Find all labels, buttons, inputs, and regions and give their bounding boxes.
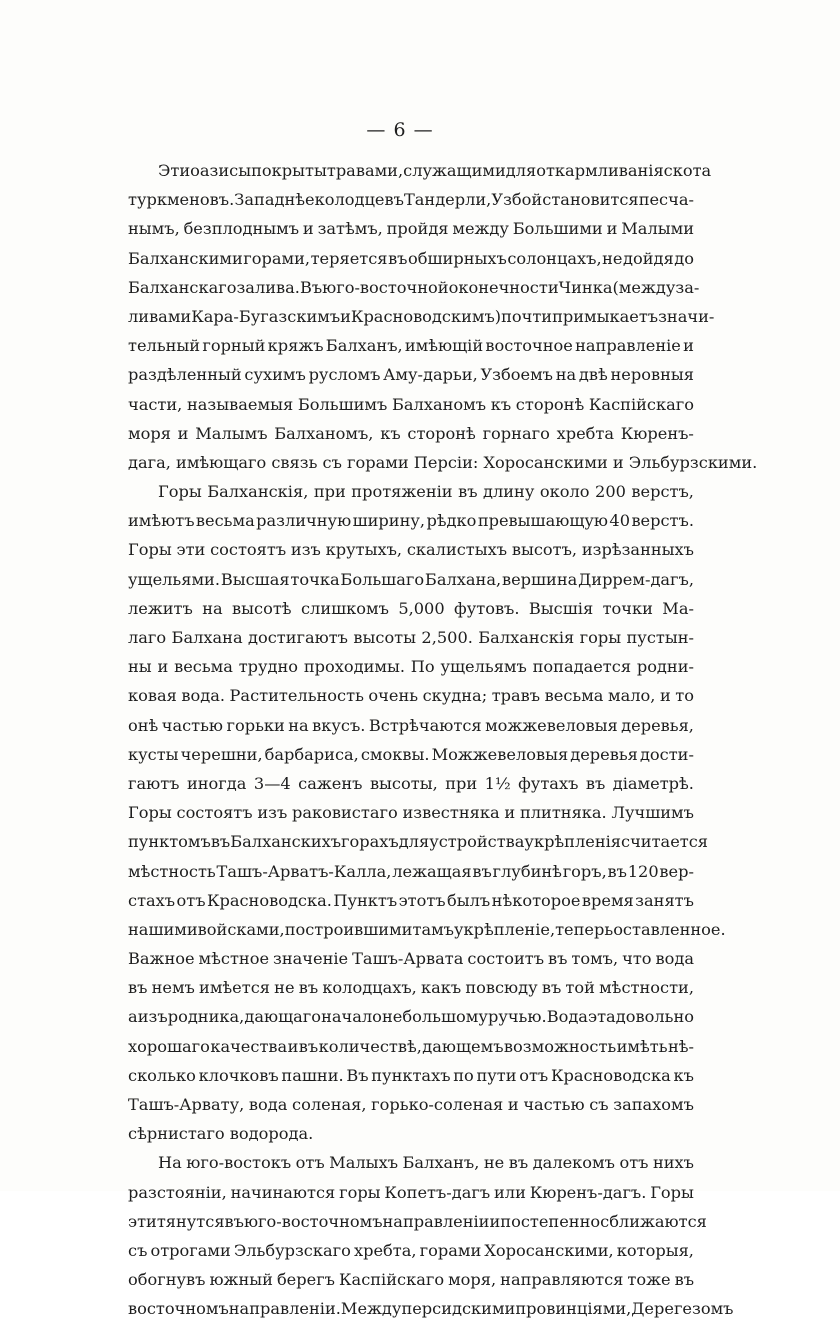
text-line: хорошаго качества и въ количествѣ, дающемъ возможность имѣть нѣ- xyxy=(128,1036,694,1056)
text-line: восточномъ направленіи. Между персидскими провинціями, Дерегезомъ xyxy=(128,1299,734,1319)
text-line: Горы состоятъ изъ раковистаго известняка и плитняка. Лучшимъ xyxy=(128,803,694,823)
text-line: раздѣленный сухимъ русломъ Аму-дарьи, Узбоемъ на двѣ неровныя xyxy=(128,365,694,385)
text-line: лежитъ на высотѣ слишкомъ 5,000 футовъ. Высшія точки Ма- xyxy=(128,598,694,618)
text-line: онѣ частью горьки на вкусъ. Встрѣчаются можжевеловыя деревья, xyxy=(128,715,694,735)
text-line: нашими войсками, построившими тамъ укрѣпленіе, теперь оставленное. xyxy=(128,919,726,939)
text-line: Ташъ-Арвату, вода соленая, горько-соленая и частью съ запахомъ xyxy=(128,1095,694,1114)
text-line: Балханскаго залива. Въ юго-восточной оконечности Чинка (между за- xyxy=(128,277,700,297)
text-line: съ отрогами Эльбурзскаго хребта, горами Хоросанскими, которыя, xyxy=(128,1240,694,1260)
text-line: дага, имѣющаго связь съ горами Персіи: Хоросанскими и Эльбурзскими. xyxy=(128,452,758,472)
text-line: нымъ, безплоднымъ и затѣмъ, пройдя между Большими и Малыми xyxy=(128,219,694,239)
text-line: На юго-востокъ отъ Малыхъ Балханъ, не въ далекомъ отъ нихъ xyxy=(158,1153,694,1173)
text-line: туркменовъ. Западнѣе колодцевъ Тандерли, Узбой становится песча- xyxy=(128,190,694,210)
text-line: части, называемыя Большимъ Балханомъ къ сторонѣ Каспійскаго xyxy=(128,394,694,414)
text-line: эти тянутся въ юго-восточномъ направленіи и постепенно сближаются xyxy=(128,1211,707,1231)
text-line: Горы Балханскія, при протяженіи въ длину около 200 верстъ, xyxy=(158,482,694,502)
text-line: а изъ родника, дающаго начало небольшому ручью. Вода эта довольно xyxy=(128,1007,694,1027)
text-line: гаютъ иногда 3—4 саженъ высоты, при 1½ футахъ въ діаметрѣ. xyxy=(128,773,694,793)
text-line: разстояніи, начинаются горы Копетъ-дагъ или Кюренъ-дагъ. Горы xyxy=(128,1182,694,1202)
text-line: ущельями. Высшая точка Большаго Балхана, вершина Диррем-дагъ, xyxy=(128,569,694,589)
text-line: стахъ отъ Красноводска. Пунктъ этотъ былъ нѣкоторое время занятъ xyxy=(128,890,694,910)
text-line: сѣрнистаго водорода. xyxy=(128,1124,314,1144)
text-line: обогнувъ южный берегъ Каспійскаго моря, направляются тоже въ xyxy=(128,1270,694,1290)
body-text xyxy=(128,156,758,1324)
text-line: кусты черешни, барбариса, смоквы. Можжевеловыя деревья дости- xyxy=(128,744,694,764)
text-line: Горы эти состоятъ изъ крутыхъ, скалистыхъ высотъ, изрѣзанныхъ xyxy=(128,540,694,560)
text-line: сколько клочковъ пашни. Въ пунктахъ по пути отъ Красноводска къ xyxy=(128,1065,694,1085)
text-line: тельный горный кряжъ Балханъ, имѣющій восточное направленіе и xyxy=(128,336,694,356)
text-line: ны и весьма трудно проходимы. По ущельямъ попадается родни- xyxy=(128,657,694,677)
text-line: Балханскими горами, теряется въ обширныхъ солонцахъ, не дойдя до xyxy=(128,248,694,268)
page-number: — 6 — xyxy=(366,119,434,141)
text-line: моря и Малымъ Балханомъ, къ сторонѣ горнаго хребта Кюренъ- xyxy=(128,423,694,443)
text-line: Важное мѣстное значеніе Ташъ-Арвата состоитъ въ томъ, что вода xyxy=(128,949,694,969)
text-line: ковая вода. Растительность очень скудна; травъ весьма мало, и то xyxy=(128,686,694,706)
text-line: лаго Балхана достигаютъ высоты 2,500. Балханскія горы пустын- xyxy=(128,628,694,647)
text-line: ливами Кара-Бугазскимъ и Красноводскимъ) почти примыкаетъ значи- xyxy=(128,306,715,326)
text-line: въ немъ имѣется не въ колодцахъ, какъ повсюду въ той мѣстности, xyxy=(128,978,694,998)
text-line: мѣстность Ташъ-Арватъ-Калла, лежащая въ глубинѣ горъ, въ 120 вер- xyxy=(128,861,694,881)
text-line: имѣютъ весьма различную ширину, рѣдко превышающую 40 верстъ. xyxy=(128,511,694,531)
text-line: пунктомъ въ Балханскихъ горахъ для устройства укрѣпленія считается xyxy=(128,832,709,852)
text-line: Эти оазисы покрыты травами, служащими для откармливанія скота xyxy=(158,161,712,180)
